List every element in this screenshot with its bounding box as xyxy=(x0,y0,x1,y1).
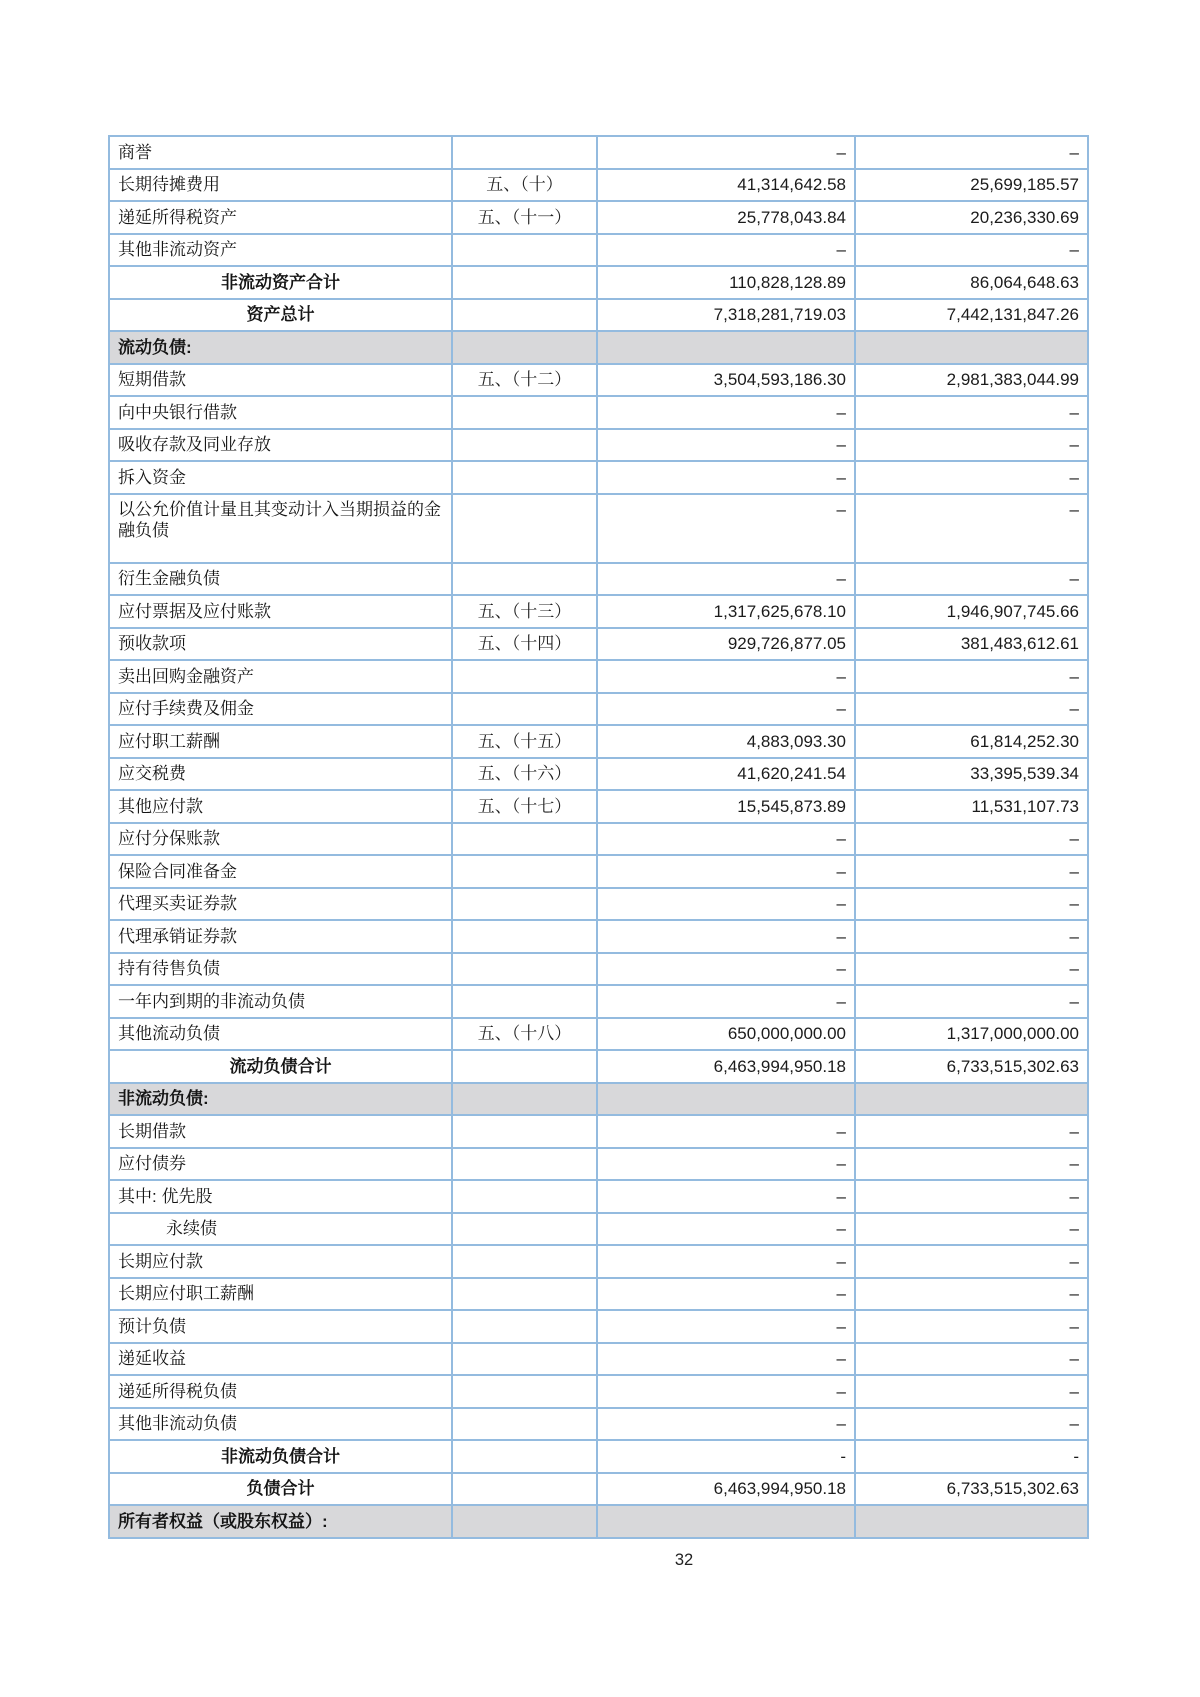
cell-item-label: 应付票据及应付账款 xyxy=(109,595,452,628)
table-row xyxy=(109,1245,1088,1278)
cell-current-period: – xyxy=(597,855,855,888)
table-row xyxy=(109,595,1088,628)
table-row xyxy=(109,1473,1088,1506)
cell-current-period: – xyxy=(597,1148,855,1181)
cell-prior-period: – xyxy=(855,1245,1088,1278)
cell-note xyxy=(452,985,597,1018)
cell-prior-period: – xyxy=(855,461,1088,494)
cell-prior-period: – xyxy=(855,234,1088,267)
table-row xyxy=(109,299,1088,332)
cell-item-label: 资产总计 xyxy=(109,299,452,332)
cell-note: 五、（十二） xyxy=(452,364,597,397)
cell-note: 五、（十六） xyxy=(452,758,597,791)
cell-item-label: 向中央银行借款 xyxy=(109,396,452,429)
cell-current-period: 6,463,994,950.18 xyxy=(597,1473,855,1506)
cell-note xyxy=(452,1375,597,1408)
cell-note xyxy=(452,1440,597,1473)
cell-current-period: – xyxy=(597,563,855,596)
cell-note xyxy=(452,331,597,364)
cell-prior-period xyxy=(855,331,1088,364)
cell-current-period: – xyxy=(597,1408,855,1441)
cell-note xyxy=(452,1245,597,1278)
cell-note xyxy=(452,1083,597,1116)
table-row xyxy=(109,201,1088,234)
cell-current-period: – xyxy=(597,920,855,953)
cell-item-label: 其他应付款 xyxy=(109,790,452,823)
cell-item-label: 代理买卖证券款 xyxy=(109,888,452,921)
cell-item-label: 短期借款 xyxy=(109,364,452,397)
cell-note xyxy=(452,1115,597,1148)
cell-item-label: 其中: 优先股 xyxy=(109,1180,452,1213)
cell-note xyxy=(452,136,597,169)
cell-note xyxy=(452,1213,597,1246)
table-row xyxy=(109,494,1088,563)
table-row xyxy=(109,1375,1088,1408)
cell-note: 五、（十八） xyxy=(452,1018,597,1051)
cell-current-period: – xyxy=(597,1213,855,1246)
cell-current-period: 3,504,593,186.30 xyxy=(597,364,855,397)
cell-note xyxy=(452,953,597,986)
cell-item-label: 一年内到期的非流动负债 xyxy=(109,985,452,1018)
cell-prior-period: 20,236,330.69 xyxy=(855,201,1088,234)
table-row xyxy=(109,1505,1088,1538)
cell-note xyxy=(452,920,597,953)
cell-note xyxy=(452,1473,597,1506)
cell-current-period: – xyxy=(597,136,855,169)
table-row xyxy=(109,758,1088,791)
cell-note xyxy=(452,299,597,332)
table-row xyxy=(109,953,1088,986)
table-row xyxy=(109,790,1088,823)
cell-current-period: 7,318,281,719.03 xyxy=(597,299,855,332)
cell-current-period: 41,314,642.58 xyxy=(597,169,855,202)
cell-note xyxy=(452,1505,597,1538)
cell-note xyxy=(452,461,597,494)
cell-current-period: 25,778,043.84 xyxy=(597,201,855,234)
cell-item-label: 非流动负债: xyxy=(109,1083,452,1116)
cell-item-label: 商誉 xyxy=(109,136,452,169)
table-row xyxy=(109,1018,1088,1051)
cell-note: 五、（十） xyxy=(452,169,597,202)
cell-item-label: 负债合计 xyxy=(109,1473,452,1506)
table-row xyxy=(109,660,1088,693)
table-row xyxy=(109,461,1088,494)
cell-item-label: 递延所得税负债 xyxy=(109,1375,452,1408)
cell-current-period: – xyxy=(597,429,855,462)
cell-item-label: 应付手续费及佣金 xyxy=(109,693,452,726)
table-row xyxy=(109,1310,1088,1343)
cell-item-label: 递延收益 xyxy=(109,1343,452,1376)
cell-prior-period: – xyxy=(855,1408,1088,1441)
cell-current-period: 110,828,128.89 xyxy=(597,266,855,299)
cell-prior-period xyxy=(855,1083,1088,1116)
cell-prior-period: – xyxy=(855,1213,1088,1246)
cell-prior-period: 33,395,539.34 xyxy=(855,758,1088,791)
cell-current-period: – xyxy=(597,1115,855,1148)
table-row xyxy=(109,1278,1088,1311)
cell-item-label: 衍生金融负债 xyxy=(109,563,452,596)
cell-item-label: 长期应付款 xyxy=(109,1245,452,1278)
cell-current-period: 4,883,093.30 xyxy=(597,725,855,758)
cell-note: 五、（十四） xyxy=(452,628,597,661)
cell-item-label: 应付债券 xyxy=(109,1148,452,1181)
cell-prior-period: – xyxy=(855,1148,1088,1181)
cell-current-period: 15,545,873.89 xyxy=(597,790,855,823)
cell-prior-period: 1,946,907,745.66 xyxy=(855,595,1088,628)
cell-item-label: 长期借款 xyxy=(109,1115,452,1148)
balance-sheet-table xyxy=(108,135,1089,1539)
table-row xyxy=(109,364,1088,397)
cell-prior-period: – xyxy=(855,855,1088,888)
cell-item-label: 其他非流动负债 xyxy=(109,1408,452,1441)
page-number: 32 xyxy=(674,1551,694,1569)
table-row xyxy=(109,396,1088,429)
table-row xyxy=(109,1408,1088,1441)
cell-item-label: 递延所得税资产 xyxy=(109,201,452,234)
cell-current-period: – xyxy=(597,823,855,856)
cell-current-period: 650,000,000.00 xyxy=(597,1018,855,1051)
cell-note xyxy=(452,855,597,888)
cell-item-label: 长期应付职工薪酬 xyxy=(109,1278,452,1311)
cell-note xyxy=(452,396,597,429)
cell-item-label: 预收款项 xyxy=(109,628,452,661)
cell-current-period: 41,620,241.54 xyxy=(597,758,855,791)
cell-prior-period xyxy=(855,1505,1088,1538)
table-row xyxy=(109,1213,1088,1246)
cell-item-label: 永续债 xyxy=(109,1213,452,1246)
table-row xyxy=(109,1440,1088,1473)
table-row xyxy=(109,1083,1088,1116)
table-row xyxy=(109,1050,1088,1083)
cell-note: 五、（十七） xyxy=(452,790,597,823)
cell-item-label: 拆入资金 xyxy=(109,461,452,494)
table-row xyxy=(109,429,1088,462)
cell-prior-period: – xyxy=(855,1343,1088,1376)
cell-current-period: – xyxy=(597,396,855,429)
cell-item-label: 预计负债 xyxy=(109,1310,452,1343)
cell-note xyxy=(452,266,597,299)
table-row xyxy=(109,725,1088,758)
cell-prior-period: – xyxy=(855,136,1088,169)
cell-prior-period: – xyxy=(855,396,1088,429)
cell-current-period: - xyxy=(597,1440,855,1473)
cell-prior-period: – xyxy=(855,888,1088,921)
cell-note xyxy=(452,234,597,267)
table-row xyxy=(109,823,1088,856)
cell-current-period: – xyxy=(597,985,855,1018)
cell-current-period: 929,726,877.05 xyxy=(597,628,855,661)
cell-prior-period: 1,317,000,000.00 xyxy=(855,1018,1088,1051)
cell-item-label: 其他流动负债 xyxy=(109,1018,452,1051)
cell-prior-period: – xyxy=(855,1115,1088,1148)
cell-item-label: 应交税费 xyxy=(109,758,452,791)
table-row xyxy=(109,888,1088,921)
cell-current-period: – xyxy=(597,234,855,267)
cell-current-period: – xyxy=(597,1375,855,1408)
cell-note xyxy=(452,888,597,921)
cell-prior-period: – xyxy=(855,429,1088,462)
cell-note xyxy=(452,693,597,726)
cell-current-period: – xyxy=(597,1180,855,1213)
table-row xyxy=(109,169,1088,202)
balance-sheet-body xyxy=(109,136,1088,1538)
cell-current-period: 1,317,625,678.10 xyxy=(597,595,855,628)
cell-current-period: – xyxy=(597,693,855,726)
cell-item-label: 应付分保账款 xyxy=(109,823,452,856)
table-row xyxy=(109,234,1088,267)
cell-item-label: 流动负债: xyxy=(109,331,452,364)
cell-prior-period: – xyxy=(855,1180,1088,1213)
cell-note xyxy=(452,1343,597,1376)
table-row xyxy=(109,1115,1088,1148)
cell-note xyxy=(452,1148,597,1181)
cell-note xyxy=(452,823,597,856)
table-row xyxy=(109,1180,1088,1213)
cell-note xyxy=(452,1278,597,1311)
cell-note xyxy=(452,1408,597,1441)
cell-current-period xyxy=(597,1083,855,1116)
cell-item-label: 以公允价值计量且其变动计入当期损益的金融负债 xyxy=(109,494,452,563)
cell-prior-period: 25,699,185.57 xyxy=(855,169,1088,202)
table-row xyxy=(109,1343,1088,1376)
cell-note xyxy=(452,1180,597,1213)
cell-prior-period: – xyxy=(855,823,1088,856)
cell-prior-period: 61,814,252.30 xyxy=(855,725,1088,758)
cell-prior-period: - xyxy=(855,1440,1088,1473)
cell-prior-period: 6,733,515,302.63 xyxy=(855,1473,1088,1506)
cell-prior-period: – xyxy=(855,693,1088,726)
cell-note xyxy=(452,660,597,693)
cell-item-label: 其他非流动资产 xyxy=(109,234,452,267)
cell-prior-period: – xyxy=(855,494,1088,563)
cell-prior-period: – xyxy=(855,985,1088,1018)
cell-current-period: – xyxy=(597,1343,855,1376)
cell-current-period: 6,463,994,950.18 xyxy=(597,1050,855,1083)
cell-prior-period: 6,733,515,302.63 xyxy=(855,1050,1088,1083)
cell-current-period: – xyxy=(597,1278,855,1311)
table-row xyxy=(109,1148,1088,1181)
table-row xyxy=(109,266,1088,299)
cell-current-period: – xyxy=(597,1310,855,1343)
table-row xyxy=(109,628,1088,661)
table-row xyxy=(109,331,1088,364)
cell-item-label: 长期待摊费用 xyxy=(109,169,452,202)
cell-prior-period: 7,442,131,847.26 xyxy=(855,299,1088,332)
cell-prior-period: 2,981,383,044.99 xyxy=(855,364,1088,397)
table-row xyxy=(109,985,1088,1018)
cell-note xyxy=(452,1050,597,1083)
cell-prior-period: 11,531,107.73 xyxy=(855,790,1088,823)
cell-prior-period: – xyxy=(855,563,1088,596)
cell-prior-period: – xyxy=(855,920,1088,953)
cell-current-period: – xyxy=(597,660,855,693)
cell-item-label: 保险合同准备金 xyxy=(109,855,452,888)
cell-prior-period: – xyxy=(855,1310,1088,1343)
cell-note: 五、（十三） xyxy=(452,595,597,628)
cell-note: 五、（十一） xyxy=(452,201,597,234)
cell-current-period: – xyxy=(597,494,855,563)
cell-prior-period: – xyxy=(855,1278,1088,1311)
cell-item-label: 所有者权益（或股东权益）: xyxy=(109,1505,452,1538)
cell-note: 五、（十五） xyxy=(452,725,597,758)
cell-current-period xyxy=(597,331,855,364)
cell-note xyxy=(452,429,597,462)
cell-current-period xyxy=(597,1505,855,1538)
table-row xyxy=(109,855,1088,888)
cell-current-period: – xyxy=(597,461,855,494)
cell-prior-period: 86,064,648.63 xyxy=(855,266,1088,299)
cell-prior-period: – xyxy=(855,660,1088,693)
cell-current-period: – xyxy=(597,953,855,986)
cell-item-label: 代理承销证券款 xyxy=(109,920,452,953)
cell-item-label: 卖出回购金融资产 xyxy=(109,660,452,693)
cell-item-label: 非流动资产合计 xyxy=(109,266,452,299)
cell-prior-period: 381,483,612.61 xyxy=(855,628,1088,661)
cell-item-label: 流动负债合计 xyxy=(109,1050,452,1083)
cell-item-label: 应付职工薪酬 xyxy=(109,725,452,758)
cell-item-label: 持有待售负债 xyxy=(109,953,452,986)
cell-prior-period: – xyxy=(855,953,1088,986)
cell-current-period: – xyxy=(597,888,855,921)
cell-item-label: 吸收存款及同业存放 xyxy=(109,429,452,462)
cell-note xyxy=(452,494,597,563)
table-row xyxy=(109,693,1088,726)
table-row xyxy=(109,136,1088,169)
cell-note xyxy=(452,563,597,596)
cell-prior-period: – xyxy=(855,1375,1088,1408)
cell-current-period: – xyxy=(597,1245,855,1278)
cell-note xyxy=(452,1310,597,1343)
cell-item-label: 非流动负债合计 xyxy=(109,1440,452,1473)
table-row xyxy=(109,920,1088,953)
table-row xyxy=(109,563,1088,596)
